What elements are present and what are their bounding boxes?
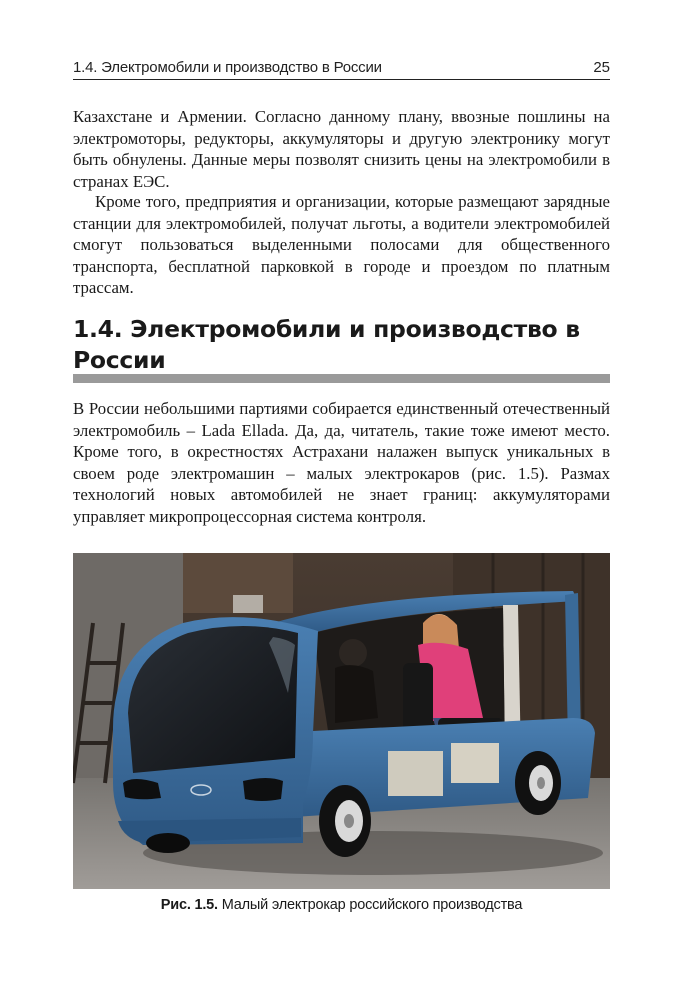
rear-wheel — [515, 751, 561, 815]
page-number: 25 — [593, 59, 610, 76]
figure-label: Рис. 1.5. — [160, 897, 218, 913]
paragraph-2: Кроме того, предприятия и организации, которые размещают зарядные станции для электромобилей, получат льготы, а водители электромобилей смогут пользоваться выделенными полосами для общественного транспорта, бесплатной парковкой в городе и проездом по платным трассам. — [73, 192, 610, 297]
electric-car-illustration — [73, 553, 610, 889]
running-head — [73, 57, 610, 80]
figure-caption-text: Малый электрокар российского производства — [221, 897, 523, 913]
headlight-right — [243, 778, 283, 801]
section-rule — [73, 374, 610, 383]
running-title: 1.4. Электромобили и производство в России — [73, 59, 382, 76]
figure-caption — [73, 897, 610, 913]
figure-photo — [73, 553, 610, 889]
paragraph-1: Казахстане и Армении. Согласно данному плану, ввозные пошлины на электромоторы, редукторы, аккумуляторы и другую электронику могут быть обнулены. Данные меры позволят снизить цены на электромобили в странах ЕЭС. — [73, 107, 610, 191]
front-wheel — [319, 785, 371, 857]
section-paragraph: В России небольшими партиями собирается единственный отечественный электромобиль – Lada Ellada. Да, да, читатель, такие тоже имеют место. Кроме того, в окрестностях Астрахани налажен выпуск уникальных в своем роде электромашин – малых электрокаров (рис. 1.5). Размах технологий новых автомобилей не знает границ: аккумуляторами управляет микропроцессорная система контроля. — [73, 399, 610, 526]
step-panel — [388, 751, 443, 796]
section-heading: 1.4. Электромобили и производство в России — [73, 315, 580, 374]
